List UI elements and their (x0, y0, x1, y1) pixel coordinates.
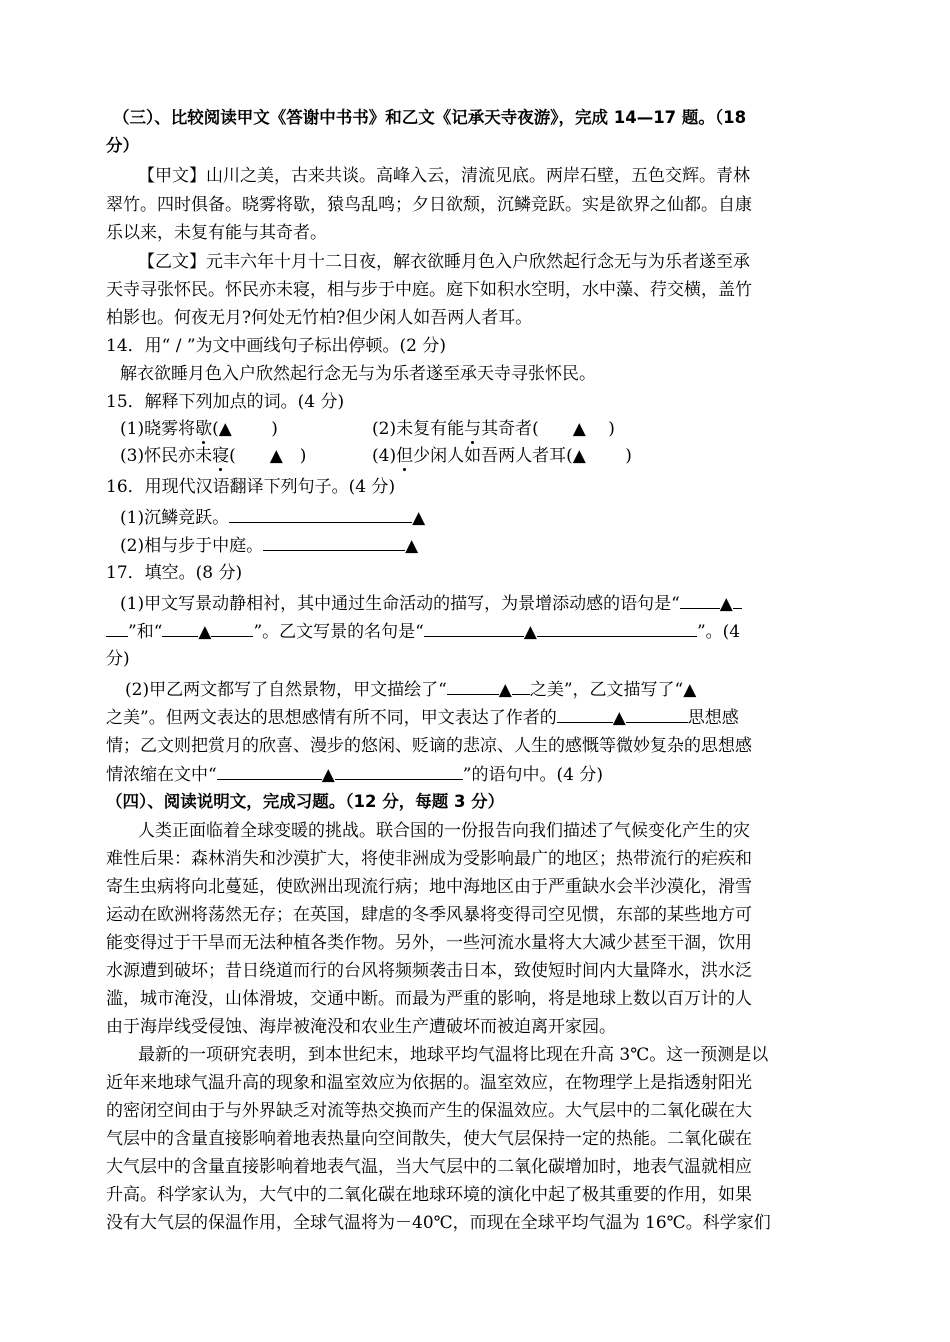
para1-line-1: 人类正面临着全球变暖的挑战。联合国的一份报告向我们描述了气候变化产生的灾 (138, 821, 750, 841)
jia-line-1: 【甲文】山川之美，古来共谈。高峰入云，清流见底。两岸石壁，五色交辉。青林 (138, 166, 750, 186)
jia-line-2: 翠竹。四时俱备。晓雾将歇，猿鸟乱鸣；夕日欲颓，沉鳞竞跃。实是欲界之仙都。自康 (106, 195, 752, 215)
dotted-char: 与 (464, 419, 482, 439)
section-4-title: （四）、阅读说明文，完成习题。（12 分，每题 3 分） (106, 792, 505, 811)
question-15-item-4: (4)但少闲人如吾两人者耳(▲ ) (372, 446, 632, 466)
jia-line-3: 乐以来，未复有能与其奇者。 (106, 223, 327, 243)
question-15-item-1: (1)晓雾将歇(▲ ) (120, 419, 278, 439)
question-17: 17．填空。(8 分) (106, 563, 243, 583)
question-17-2-line-4: 情浓缩在文中“ ▲ ”的语句中。(4 分) (106, 761, 603, 788)
question-15-item-3: (3)怀民亦未寝( ▲ ) (120, 446, 307, 466)
para2-line-1: 最新的一项研究表明，到本世纪末，地球平均气温将比现在升高 3℃。这一预测是以 (138, 1045, 769, 1065)
question-17-1-line-3: 分) (106, 649, 130, 669)
para1-line-5: 能变得过于干旱而无法种植各类作物。另外，一些河流水量将大大减少甚至干涸，饮用 (106, 933, 752, 953)
para2-line-4: 气层中的含量直接影响着地表热量向空间散失，使大气层保持一定的热能。二氧化碳在 (106, 1129, 752, 1149)
question-15-item-2: (2)未复有能与其奇者( ▲ ) (372, 419, 615, 439)
question-14: 14．用“ / ”为文中画线句子标出停顿。(2 分) (106, 336, 447, 356)
answer-blank[interactable] (263, 532, 405, 551)
answer-blank[interactable] (557, 704, 613, 723)
section-3-title-cont: 分） (106, 136, 139, 155)
question-17-2-line-1: (2)甲乙两文都写了自然景物，甲文描绘了“ ▲ 之美”，乙文描写了“▲ (125, 676, 696, 703)
answer-blank[interactable] (680, 590, 720, 609)
answer-blank[interactable] (162, 618, 198, 637)
answer-blank[interactable] (229, 504, 412, 523)
yi-line-1: 【乙文】元丰六年十月十二日夜，解衣欲睡月色入户欣然起行念无与为乐者遂至承 (138, 252, 750, 272)
para2-line-6: 升高。科学家认为，大气中的二氧化碳在地球环境的演化中起了极其重要的作用，如果 (106, 1185, 752, 1205)
question-16-item-1: (1)沉鳞竞跃。 ▲ (120, 504, 425, 531)
answer-blank[interactable] (733, 590, 742, 609)
para1-line-2: 难性后果：森林消失和沙漠扩大，将使非洲成为受影响最广的地区；热带流行的疟疾和 (106, 849, 752, 869)
yi-line-2: 天寺寻张怀民。怀民亦未寝，相与步于中庭。庭下如积水空明，水中藻、荇交横，盖竹 (106, 280, 752, 300)
para2-line-7: 没有大气层的保温作用，全球气温将为－40℃，而现在全球平均气温为 16℃。科学家们 (106, 1213, 771, 1233)
para2-line-3: 的密闭空间由于与外界缺乏对流等热交换而产生的保温效应。大气层中的二氧化碳在大 (106, 1101, 752, 1121)
para2-line-5: 大气层中的含量直接影响着地表气温，当大气层中的二氧化碳增加时，地表气温就相应 (106, 1157, 752, 1177)
section-3-title: （三）、比较阅读甲文《答谢中书书》和乙文《记承天寺夜游》，完成 14—17 题。（18 (113, 108, 747, 127)
question-16-item-2: (2)相与步于中庭。 ▲ (120, 532, 418, 559)
answer-blank[interactable] (626, 704, 688, 723)
question-14-sentence: 解衣欲睡月色入户欣然起行念无与为乐者遂至承天寺寻张怀民。 (120, 364, 596, 384)
dotted-char: 歇 (195, 419, 213, 439)
para1-line-6: 水源遭到破坏；昔日绕道而行的台风将频频袭击日本，致使短时间内大量降水，洪水泛 (106, 961, 752, 981)
answer-blank[interactable] (447, 676, 499, 695)
answer-blank[interactable] (335, 761, 463, 780)
question-15: 15．解释下列加点的词。(4 分) (106, 392, 345, 412)
question-17-1-line-2: ”和“ ▲ ”。乙文写景的名句是“ ▲ ”。(4 (106, 618, 740, 645)
para1-line-7: 滥，城市淹没，山体滑坡，交通中断。而最为严重的影响，将是地球上数以百万计的人 (106, 989, 752, 1009)
question-17-2-line-3: 情；乙文则把赏月的欣喜、漫步的悠闲、贬谪的悲凉、人生的感慨等微妙复杂的思想感 (106, 736, 752, 756)
dotted-char: 寝 (212, 446, 230, 466)
answer-blank[interactable] (211, 618, 253, 637)
answer-blank[interactable] (217, 761, 322, 780)
question-17-2-line-2: 之美”。但两文表达的思想感情有所不同，甲文表达了作者的 ▲ 思想感 (106, 704, 739, 731)
question-16: 16．用现代汉语翻译下列句子。(4 分) (106, 477, 396, 497)
answer-blank[interactable] (512, 676, 530, 695)
para2-line-2: 近年来地球气温升高的现象和温室效应为依据的。温室效应，在物理学上是指透射阳光 (106, 1073, 752, 1093)
answer-blank[interactable] (537, 618, 697, 637)
answer-blank[interactable] (106, 618, 128, 637)
question-17-1-line-1: (1)甲文写景动静相衬，其中通过生命活动的描写，为景增添动感的语句是“ ▲ (120, 590, 742, 617)
dotted-char: 但 (396, 446, 414, 466)
para1-line-3: 寄生虫病将向北蔓延，使欧洲出现流行病；地中海地区由于严重缺水会半沙漠化，滑雪 (106, 877, 752, 897)
para1-line-8: 由于海岸线受侵蚀、海岸被淹没和农业生产遭破坏而被迫离开家园。 (106, 1017, 616, 1037)
para1-line-4: 运动在欧洲将荡然无存；在英国，肆虐的冬季风暴将变得司空见惯，东部的某些地方可 (106, 905, 752, 925)
yi-line-3: 柏影也。何夜无月?何处无竹柏?但少闲人如吾两人者耳。 (106, 308, 533, 328)
answer-blank[interactable] (424, 618, 524, 637)
